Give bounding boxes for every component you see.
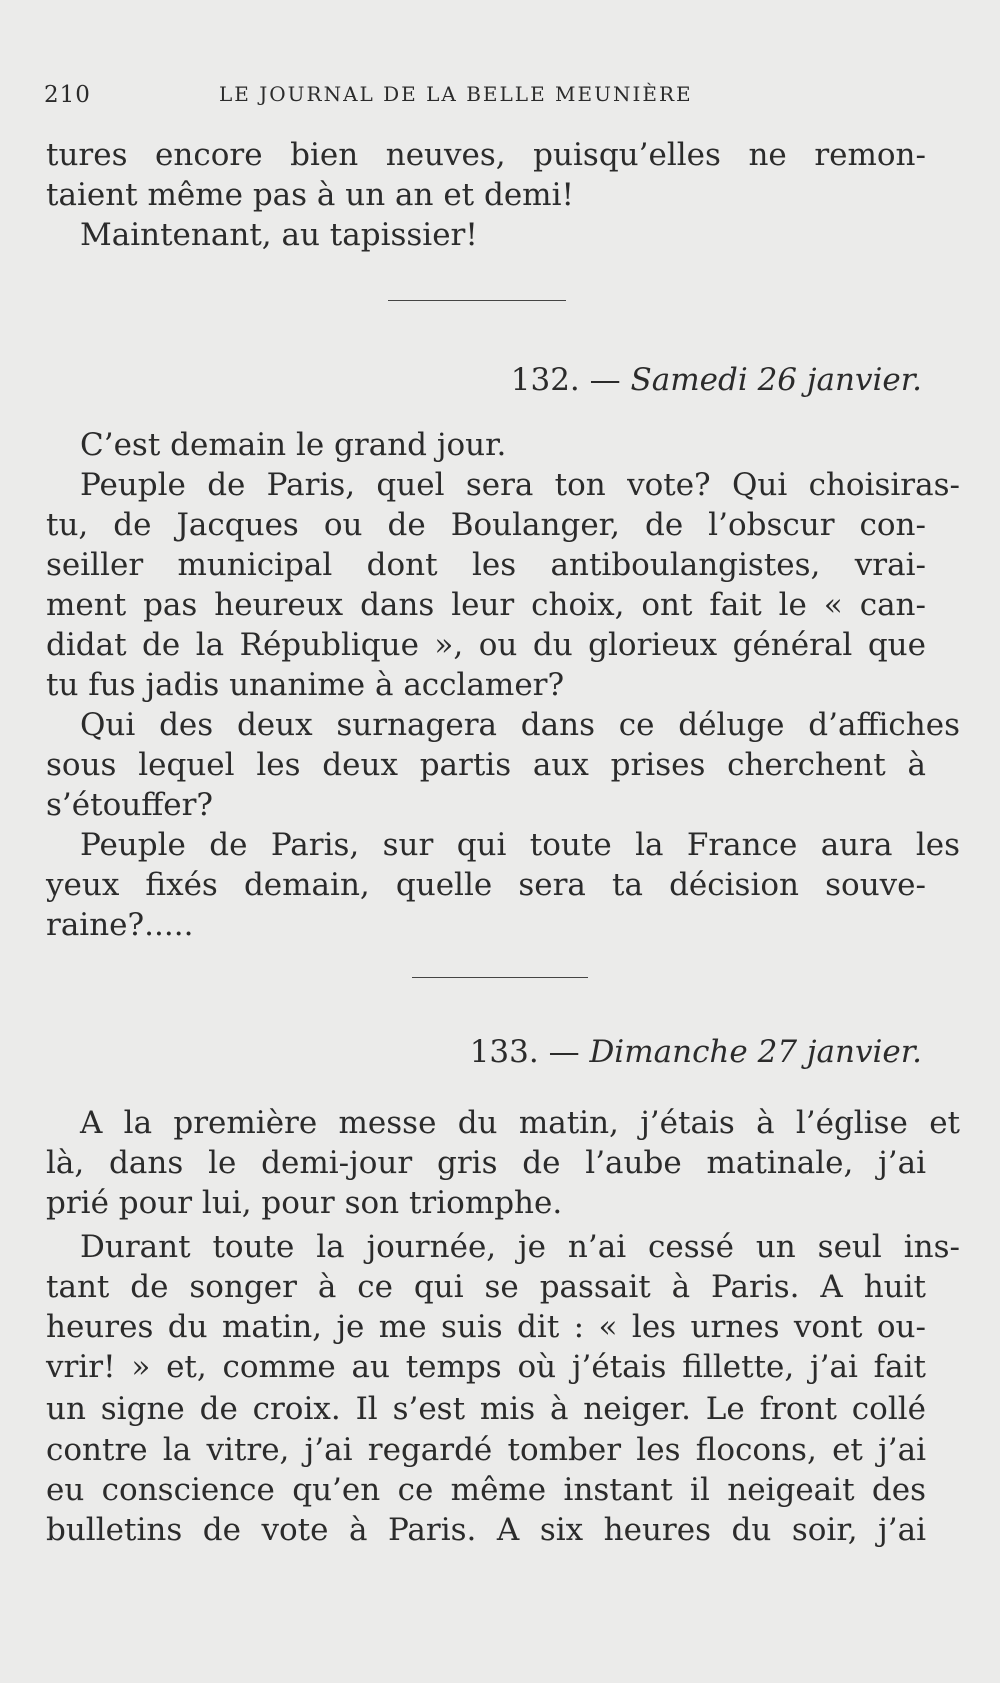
text-line: tu fus jadis unanime à acclamer?	[46, 667, 565, 703]
text-line: Qui des deux surnagera dans ce déluge d’affiches	[80, 707, 960, 743]
text-line: heures du matin, je me suis dit : « les urnes vont ou-	[46, 1309, 926, 1345]
text-line: Maintenant, au tapissier!	[80, 217, 478, 253]
book-title: LE JOURNAL DE LA BELLE MEUNIÈRE	[219, 82, 693, 106]
text-line: vrir! » et, comme au temps où j’étais fillette, j’ai fait	[46, 1349, 926, 1385]
text-line: tu, de Jacques ou de Boulanger, de l’obscur con-	[46, 507, 926, 543]
text-line: A la première messe du matin, j’étais à l’église et	[80, 1105, 960, 1141]
entry-number: 132. —	[510, 362, 621, 398]
text-line: un signe de croix. Il s’est mis à neiger. Le front collé	[46, 1391, 926, 1427]
text-line: Peuple de Paris, sur qui toute la France aura les	[80, 827, 960, 863]
entry-date: Dimanche 27 janvier.	[589, 1034, 922, 1070]
text-line: eu conscience qu’en ce même instant il neigeait des	[46, 1472, 926, 1508]
text-line: bulletins de vote à Paris. A six heures du soir, j’ai	[46, 1512, 926, 1548]
text-line: là, dans le demi-jour gris de l’aube matinale, j’ai	[46, 1145, 926, 1181]
text-line: sous lequel les deux partis aux prises cherchent à	[46, 747, 926, 783]
entry-number: 133. —	[469, 1034, 580, 1070]
text-line: Peuple de Paris, quel sera ton vote? Qui choisiras-	[80, 467, 960, 503]
text-line: taient même pas à un an et demi!	[46, 177, 574, 213]
text-line: prié pour lui, pour son triomphe.	[46, 1185, 563, 1221]
entry-heading-133	[470, 1032, 922, 1072]
section-divider	[388, 300, 566, 301]
section-divider	[412, 977, 588, 978]
text-line: tures encore bien neuves, puisqu’elles ne remon-	[46, 137, 926, 173]
text-line: tant de songer à ce qui se passait à Paris. A huit	[46, 1269, 926, 1305]
text-line: contre la vitre, j’ai regardé tomber les flocons, et j’ai	[46, 1432, 926, 1468]
entry-date: Samedi 26 janvier.	[630, 362, 922, 398]
text-line: s’étouffer?	[46, 787, 214, 823]
page-number: 210	[44, 82, 91, 108]
entry-heading-132	[511, 360, 922, 400]
text-line: didat de la République », ou du glorieux général que	[46, 627, 926, 663]
text-line: C’est demain le grand jour.	[80, 427, 507, 463]
running-head	[44, 82, 924, 112]
text-line: seiller municipal dont les antiboulangistes, vrai-	[46, 547, 926, 583]
text-line: yeux fixés demain, quelle sera ta décision souve-	[46, 867, 926, 903]
text-line: raine?.....	[46, 907, 194, 943]
text-line: ment pas heureux dans leur choix, ont fait le « can-	[46, 587, 926, 623]
text-line: Durant toute la journée, je n’ai cessé un seul ins-	[80, 1229, 960, 1265]
